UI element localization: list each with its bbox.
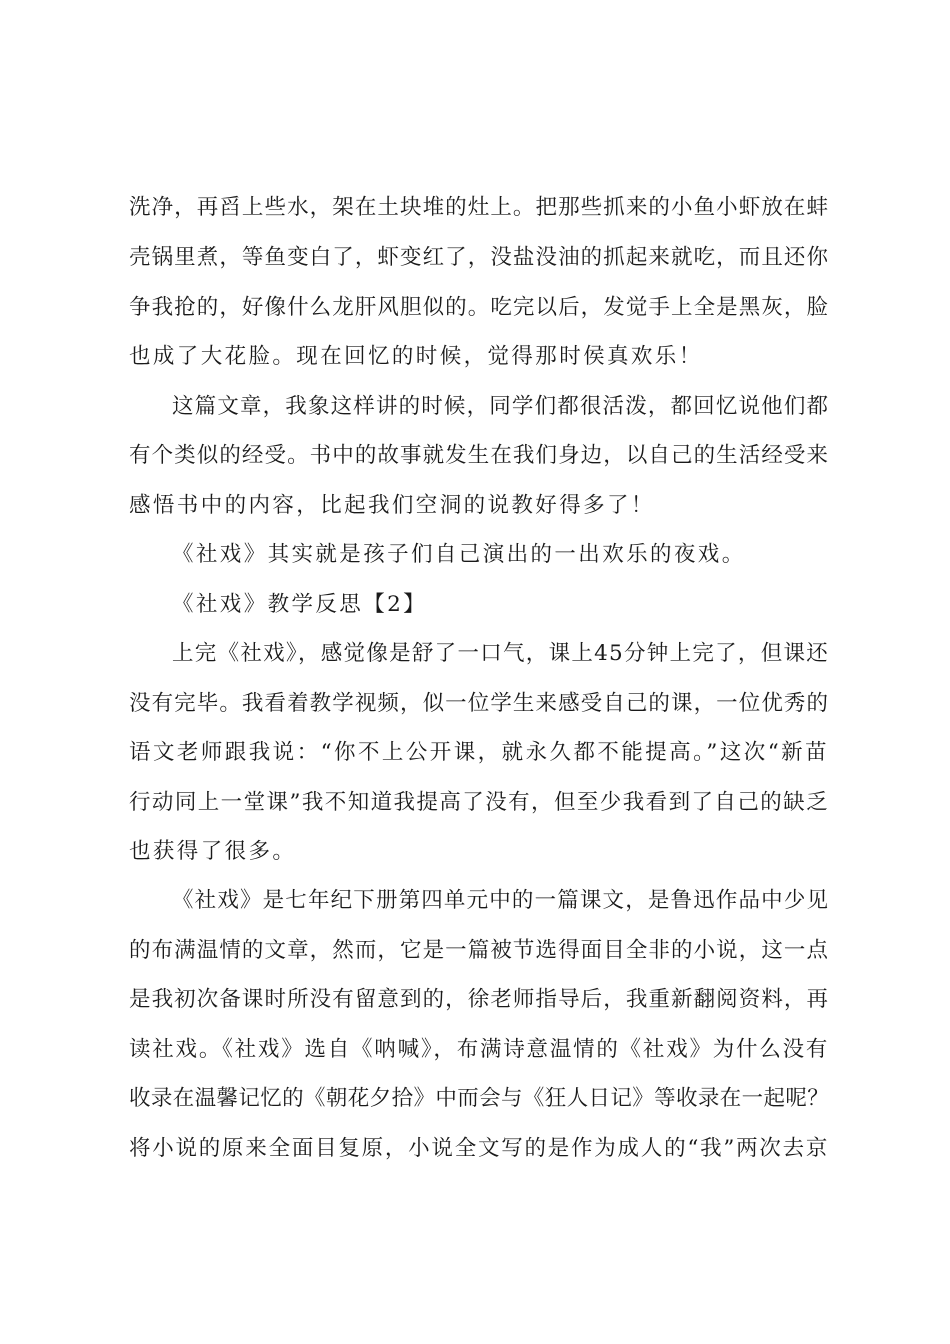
paragraph-line: 行动同上一堂课”我不知道我提高了没有，但至少我看到了自己的缺乏 — [129, 790, 829, 815]
paragraph-line: 的布满温情的文章，然而，它是一篇被节选得面目全非的小说，这一点 — [129, 938, 829, 963]
paragraph-line: 争我抢的，好像什么龙肝风胆似的。吃完以后，发觉手上全是黑灰，脸 — [129, 295, 829, 320]
paragraph-line: 上完《社戏》，感觉像是舒了一口气，课上45分钟上完了，但课还 — [172, 641, 829, 666]
paragraph-line: 是我初次备课时所没有留意到的，徐老师指导后，我重新翻阅资料，再 — [129, 987, 829, 1012]
paragraph-line: 语文老师跟我说：“你不上公开课，就永久都不能提高。”这次“新苗 — [129, 740, 829, 765]
paragraph-line: 感悟书中的内容，比起我们空洞的说教好得多了！ — [129, 493, 655, 518]
paragraph-line: 洗净，再舀上些水，架在土块堆的灶上。把那些抓来的小鱼小虾放在蚌 — [129, 195, 829, 220]
paragraph-line: 也成了大花脸。现在回忆的时候，觉得那时侯真欢乐！ — [129, 344, 703, 369]
paragraph-line: 没有完毕。我看着教学视频，似一位学生来感受自己的课，一位优秀的 — [129, 691, 829, 716]
paragraph-line: 这篇文章，我象这样讲的时候，同学们都很活泼，都回忆说他们都 — [172, 394, 829, 419]
section-heading: 《社戏》教学反思【2】 — [172, 592, 428, 617]
paragraph-line: 将小说的原来全面目复原，小说全文写的是作为成人的“我”两次去京 — [129, 1136, 829, 1161]
paragraph-line: 《社戏》其实就是孩子们自己演出的一出欢乐的夜戏。 — [172, 542, 746, 567]
paragraph-line: 也获得了很多。 — [129, 839, 297, 864]
paragraph-line: 收录在温馨记忆的《朝花夕拾》中而会与《狂人日记》等收录在一起呢？ — [129, 1086, 829, 1111]
paragraph-line: 有个类似的经受。书中的故事就发生在我们身边，以自己的生活经受来 — [129, 443, 829, 468]
paragraph-line: 壳锅里煮，等鱼变白了，虾变红了，没盐没油的抓起来就吃，而且还你 — [129, 245, 829, 270]
paragraph-line: 《社戏》是七年纪下册第四单元中的一篇课文，是鲁迅作品中少见 — [172, 888, 829, 913]
paragraph-line: 读社戏。《社戏》选自《呐喊》，布满诗意温情的《社戏》为什么没有 — [129, 1037, 829, 1062]
